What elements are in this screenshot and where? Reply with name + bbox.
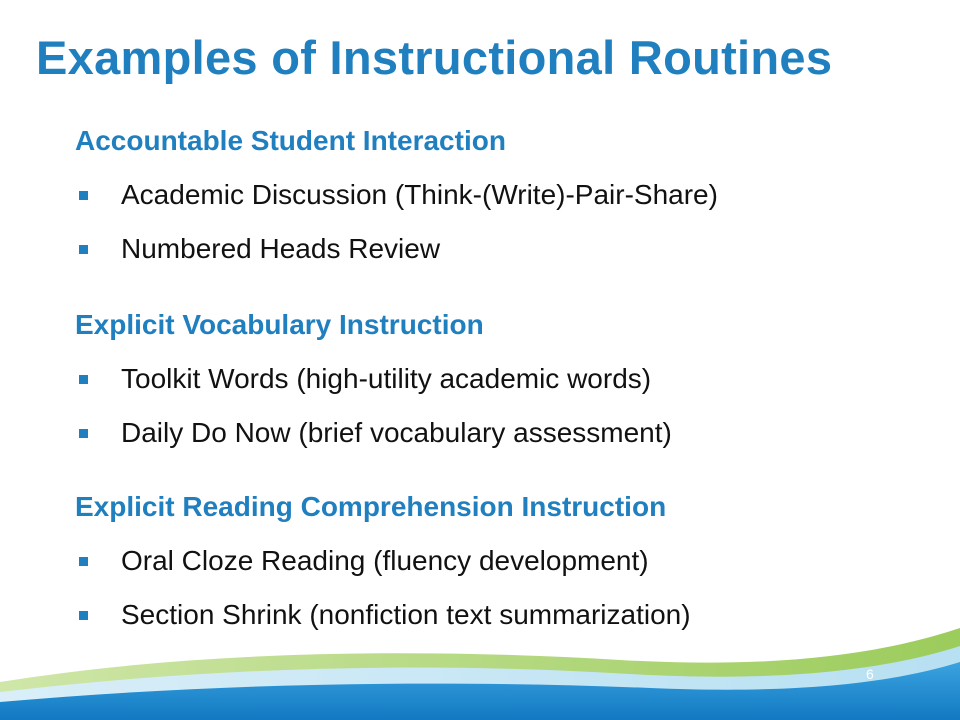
list-item bbox=[75, 544, 691, 578]
square-bullet-icon bbox=[79, 191, 88, 200]
square-bullet-icon bbox=[79, 611, 88, 620]
list-item bbox=[75, 178, 718, 212]
list-item-text: Numbered Heads Review bbox=[121, 233, 441, 264]
section-vocabulary-instruction bbox=[75, 308, 672, 450]
section-heading: Explicit Reading Comprehension Instruction bbox=[75, 491, 667, 522]
section-accountable-interaction bbox=[75, 124, 718, 266]
square-bullet-icon bbox=[79, 375, 88, 384]
footer-wave-decoration bbox=[0, 620, 960, 720]
square-bullet-icon bbox=[79, 557, 88, 566]
page-number: 6 bbox=[866, 666, 874, 682]
list-item-text: Academic Discussion (Think-(Write)-Pair-Share) bbox=[121, 179, 718, 210]
list-item-text: Oral Cloze Reading (fluency development) bbox=[121, 545, 649, 576]
list-item-text: Section Shrink (nonfiction text summarization) bbox=[121, 599, 691, 630]
square-bullet-icon bbox=[79, 429, 88, 438]
section-heading: Accountable Student Interaction bbox=[75, 125, 506, 156]
section-heading: Explicit Vocabulary Instruction bbox=[75, 309, 484, 340]
list-item bbox=[75, 362, 672, 396]
list-item bbox=[75, 416, 672, 450]
list-item-text: Daily Do Now (brief vocabulary assessment) bbox=[121, 417, 672, 448]
list-item-text: Toolkit Words (high-utility academic words) bbox=[121, 363, 652, 394]
square-bullet-icon bbox=[79, 245, 88, 254]
section-reading-comprehension bbox=[75, 490, 691, 632]
slide-title: Examples of Instructional Routines bbox=[36, 31, 833, 84]
list-item bbox=[75, 232, 718, 266]
